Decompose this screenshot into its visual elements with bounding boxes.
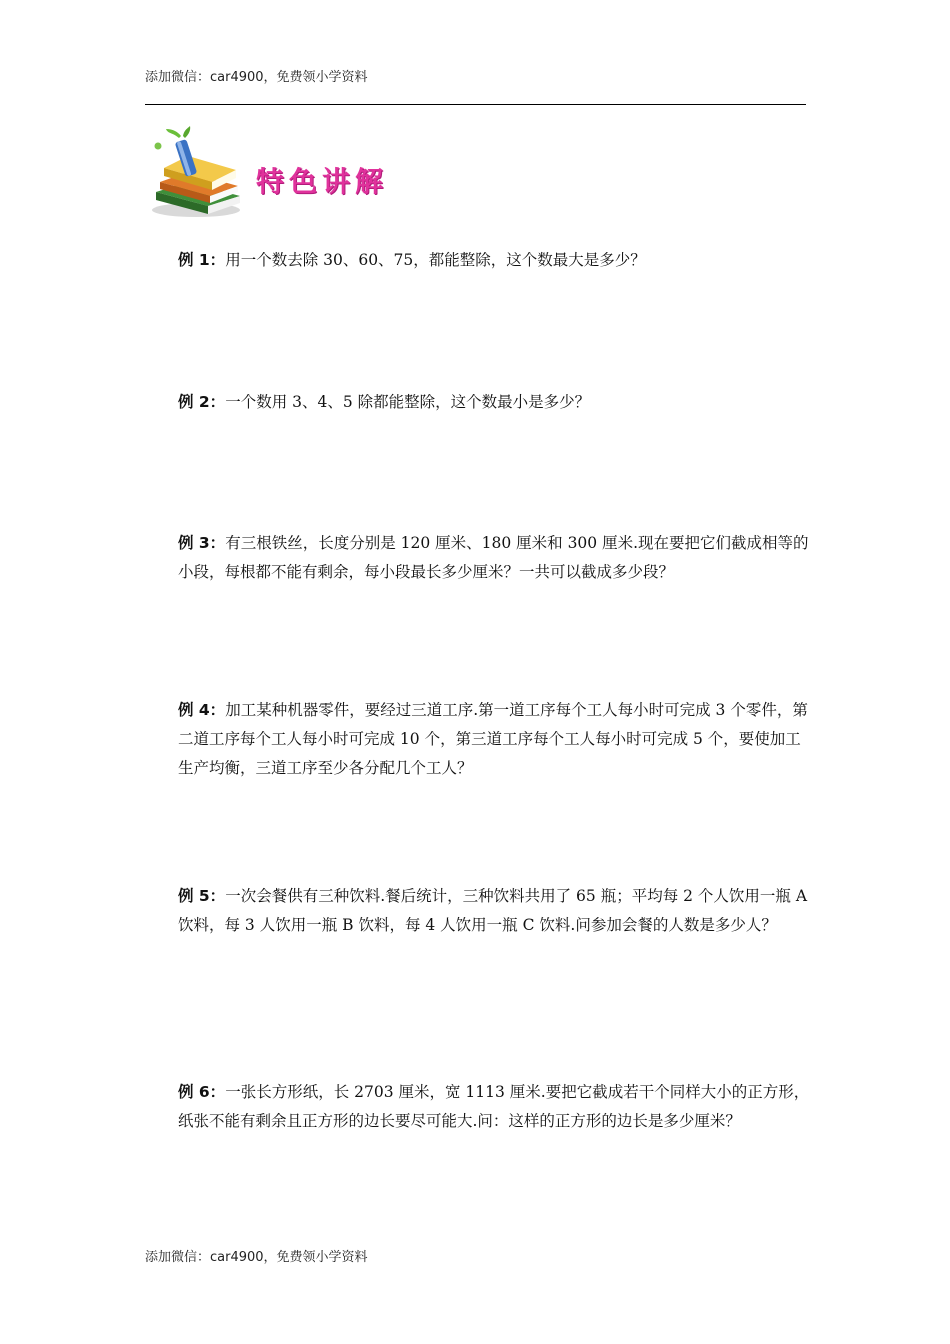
example-label: 例 1： bbox=[178, 251, 226, 269]
example-label: 例 4： bbox=[178, 701, 226, 719]
example-2 bbox=[178, 388, 810, 417]
page-header: 添加微信：car4900，免费领小学资料 bbox=[145, 70, 368, 85]
example-label: 例 2： bbox=[178, 393, 226, 411]
example-text: 用一个数去除 30、60、75，都能整除，这个数最大是多少？ bbox=[225, 251, 646, 269]
books-and-pen-icon bbox=[148, 126, 244, 220]
example-text: 一张长方形纸，长 2703 厘米，宽 1113 厘米.要把它截成若干个同样大小的正方形，纸张不能有剩余且正方形的边长要尽可能大.问：这样的正方形的边长是多少厘米？ bbox=[178, 1083, 810, 1130]
example-text: 一个数用 3、4、5 除都能整除，这个数最小是多少？ bbox=[225, 393, 591, 411]
example-label: 例 3： bbox=[178, 534, 226, 552]
example-4 bbox=[178, 696, 810, 783]
example-text: 有三根铁丝，长度分别是 120 厘米、180 厘米和 300 厘米.现在要把它们截成相等的小段，每根都不能有剩余，每小段最长多少厘米？一共可以截成多少段？ bbox=[178, 534, 809, 581]
example-text: 加工某种机器零件，要经过三道工序.第一道工序每个工人每小时可完成 3 个零件，第二道工序每个工人每小时可完成 10 个，第三道工序每个工人每小时可完成 5 个，要使加工生产均衡，三道工序至少各分配几个工人？ bbox=[178, 701, 808, 777]
page-footer: 添加微信：car4900，免费领小学资料 bbox=[145, 1250, 368, 1265]
section-title: 特色讲解 bbox=[256, 165, 389, 198]
example-5 bbox=[178, 882, 810, 940]
example-6 bbox=[178, 1078, 810, 1136]
header-rule bbox=[145, 104, 806, 105]
example-text: 一次会餐供有三种饮料.餐后统计，三种饮料共用了 65 瓶；平均每 2 个人饮用一瓶 A 饮料，每 3 人饮用一瓶 B 饮料，每 4 人饮用一瓶 C 饮料.问参加会餐的人数是多少人？ bbox=[178, 887, 808, 934]
example-label: 例 5： bbox=[178, 887, 226, 905]
example-1 bbox=[178, 246, 810, 275]
example-label: 例 6： bbox=[178, 1083, 226, 1101]
example-3 bbox=[178, 529, 810, 587]
